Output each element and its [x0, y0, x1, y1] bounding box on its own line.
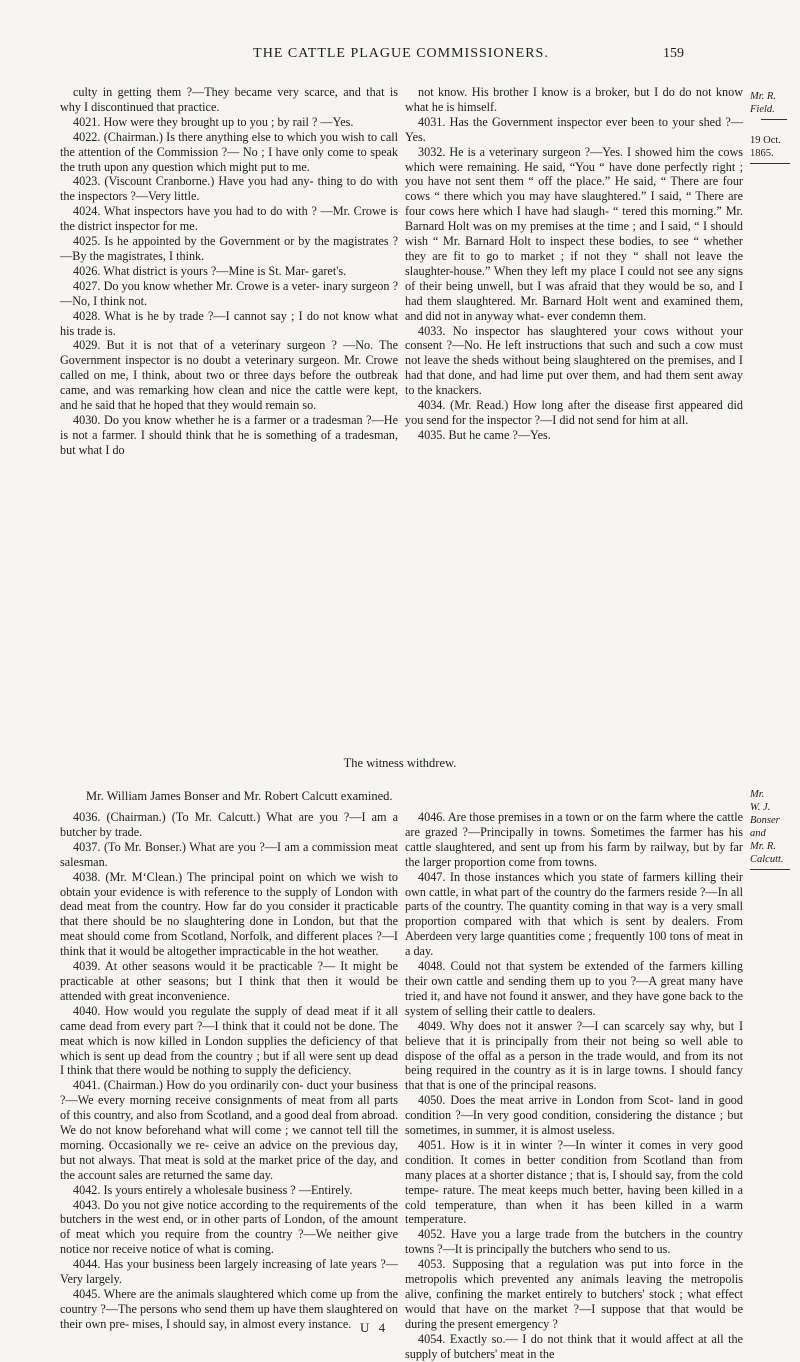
- margin-date: 19 Oct. 1865.: [750, 135, 781, 159]
- paragraph: 4023. (Viscount Cranborne.) Have you had any- thing to do with the inspectors ?—Very little.: [60, 174, 398, 204]
- paragraph: 4021. How were they brought up to you ; by rail ? —Yes.: [73, 114, 354, 129]
- paragraph: 4046. Are those premises in a town or on the farm where the cattle are grazed ?—Principally in towns. Sometimes the farmer has his cattle slaughtered, and sent up from his farm by railway, but by far the larger proportion come from towns.: [405, 810, 743, 869]
- paragraph: 4022. (Chairman.) Is there anything else to which you wish to call the attention of the Commission ?— No ; I have only come to speak the truth upon any question which might put to me.: [60, 129, 398, 174]
- page-header: [0, 40, 800, 70]
- paragraph: 4039. At other seasons would it be practicable ?— It might be practicable at other seasons; but I think that then it would be attended with great inconvenience.: [60, 959, 398, 1003]
- paragraph: 4045. Where are the animals slaughtered which come up from the country ?—The persons who send them up have them slaughtered on their own pre- mises, I should say, in almost every instance.: [60, 1287, 398, 1331]
- column-bottom-left: [60, 810, 398, 1332]
- paragraph: 4050. Does the meat arrive in London from Scot- land in good condition ?—In very good condition, considering the distance ; but sometimes, in summer, it is almost useless.: [405, 1093, 743, 1138]
- paragraph: 4034. (Mr. Read.) How long after the disease first appeared did you send for the inspector ?—I did not send for him at all.: [405, 398, 743, 427]
- paragraph: 4038. (Mr. M‘Clean.) The principal point on which we wish to obtain your evidence is with reference to the supply of London with dead meat from the country. How far do you consider it practicable that there should be no slaughtering done in London, but that the meat should come from Scotland, Norfolk, and different places ?—I think that it would be altogether impracticable in the hot weather.: [60, 869, 398, 959]
- paragraph: 4044. Has your business been largely increasing of late years ?—Very largely.: [60, 1257, 398, 1287]
- page-number: 159: [663, 46, 684, 61]
- examination-heading: Mr. William James Bonser and Mr. Robert Calcutt examined.: [86, 789, 393, 803]
- paragraph: 4031. Has the Government inspector ever been to your shed ?—Yes.: [405, 114, 743, 144]
- margin-and: and: [750, 828, 766, 839]
- paragraph: 4037. (To Mr. Bonser.) What are you ?—I am a commission meat salesman.: [60, 839, 398, 869]
- paragraph: 4048. Could not that system be extended of the farmers killing their own cattle and sending them up to you ?—A great many have tried it, and have not found it answer, and they have gone back to the system of selling their cattle to dealers.: [405, 959, 743, 1018]
- paragraph: 4026. What district is yours ?—Mine is St. Mar- garet's.: [73, 263, 347, 278]
- paragraph: 4042. Is yours entirely a wholesale business ? —Entirely.: [73, 1182, 353, 1197]
- margin-witness: Mr. R. Field.: [750, 91, 776, 115]
- paragraph: 4041. (Chairman.) How do you ordinarily con- duct your business ?—We every morning receive consignments of meat from all parts of this country, and also from Scotland, and a good deal from abroad. We do not know beforehand what will come ; we cannot tell till the morning. Occasionally we re- ceive an advice on the previous day, but not always. That meat is sold at the market price of the day, and the account sales are returned the same day.: [60, 1078, 398, 1182]
- paragraph: 4052. Have you a large trade from the butchers in the country towns ?—It is principally the butchers who send to us.: [405, 1227, 743, 1257]
- margin-rule: [750, 869, 790, 870]
- paragraph: not know. His brother I know is a broker, but I do do not know what he is himself.: [405, 85, 743, 114]
- paragraph: 4053. Supposing that a regulation was put into force in the metropolis which prevented any animals leaving the metropolis alive, confining the market entirely to butchers' stock ; what effect would that have on the market ?—I suppose that that would be during the present emergency ?: [405, 1257, 743, 1331]
- paragraph: 4049. Why does not it answer ?—I can scarcely say why, but I believe that it is principally from their not being so well able to dispose of the offal as a person in the trade would, and from its not being required in the country as it is in large towns. I should fancy that that is one of the principal reasons.: [405, 1018, 743, 1093]
- column-top-right: [405, 85, 743, 443]
- paragraph: 4025. Is he appointed by the Government or by the magistrates ?—By the magistrates, I think.: [60, 234, 398, 263]
- paragraph: 4035. But he came ?—Yes.: [418, 427, 551, 442]
- signature-mark: U 4: [360, 1320, 389, 1335]
- paragraph: 4054. Exactly so.— I do not think that it would affect at all the supply of butchers' meat in the: [405, 1331, 743, 1361]
- paragraph: 4028. What is he by trade ?—I cannot say ; I do not know what his trade is.: [60, 308, 398, 338]
- paragraph: 4036. (Chairman.) (To Mr. Calcutt.) What are you ?—I am a butcher by trade.: [60, 810, 398, 839]
- margin-witness: Mr. R. Calcutt.: [750, 841, 784, 865]
- paragraph: 4027. Do you know whether Mr. Crowe is a veter- inary surgeon ?—No, I think not.: [60, 278, 398, 308]
- paragraph: 4024. What inspectors have you had to do with ? —Mr. Crowe is the district inspector for me.: [60, 204, 398, 234]
- paragraph: 4051. How is it in winter ?—In winter it comes in very good condition. It comes in better condition from Scotland than from many places at a shorter distance ; that is, I should say, from the cold tempe- rature. The meat keeps much better, having been killed in a cold temperature, than when it has been killed in a warm temperature.: [405, 1137, 743, 1227]
- margin-rule: [750, 163, 790, 164]
- paragraph: culty in getting them ?—They became very scarce, and that is why I discontinued that practice.: [60, 85, 398, 114]
- paragraph: 4047. In those instances which you state of farmers killing their own cattle, in what part of the country do the farmers reside ?—In all parts of the country. The quantity coming in that way is a very small proportion compared with that which is sent by dealers. From Aberdeen very large quantities come ; frequently 100 tons of meat in a day.: [405, 869, 743, 959]
- margin-note-top: [750, 90, 798, 167]
- paragraph: 4043. Do you not give notice according to the requirements of the butchers in the west end, or in other parts of London, of the amount of meat which you require from the country ?—We neither give notice nor receive notice of what is coming.: [60, 1197, 398, 1257]
- paragraph: 4040. How would you regulate the supply of dead meat if it all came dead from every part ?—I think that it could not be done. The meat which is now killed in London supplies the deficiency of that which is sent up dead from the country ; but if all were sent up dead I think that there would be nothing to supply the deficiency.: [60, 1003, 398, 1078]
- margin-witness: Mr.: [750, 789, 765, 800]
- margin-note-bottom: [750, 788, 798, 873]
- paragraph: 4029. But it is not that of a veterinary surgeon ? —No. The Government inspector is no doubt a veterinary surgeon. Mr. Crowe called on me, I think, about two or three days before the outbreak came, and was remarking how clean and nice the cattle were kept, and he said that he hoped that they would remain so.: [60, 338, 398, 413]
- paragraph: 4033. No inspector has slaughtered your cows without your consent ?—No. He left instructions that such and such a cow must not leave the sheds without being slaughtered on the premises, and I had that done, and had lime put over them, and had them sent away to the knackers.: [405, 323, 743, 398]
- margin-rule: [761, 119, 787, 120]
- column-top-left: [60, 85, 398, 458]
- paragraph: 4030. Do you know whether he is a farmer or a tradesman ?—He is not a farmer. I should think that he is something of a tradesman, but what I do: [60, 412, 398, 457]
- margin-witness: W. J. Bonser: [750, 802, 780, 826]
- paragraph: 3032. He is a veterinary surgeon ?—Yes. I showed him the cows which were remaining. He said, “You “ have done perfectly right ; you have not sent them “ off the place.” He said, “ There are four cows “ there which you may have slaughtered.” I said, “ There are four cows here which I have had slaugh- “ tered this morning.” Mr. Barnard Holt was on my premises at the time ; and I said, “ I should wish “ Mr. Barnard Holt to inspect these bodies, to see “ whether they are fit to go to market ; if not they “ shall not leave the slaughter-house.” When they left my place I could not see any signs of their being unwell, but I was afraid that they would be so, and I had them slaughtered. Mr. Barnard Holt went and examined them, and did not in anyway what- ever condemn them.: [405, 144, 743, 323]
- running-head: THE CATTLE PLAGUE COMMISSIONERS.: [253, 46, 549, 61]
- witness-withdrew: The witness withdrew.: [343, 756, 457, 770]
- column-bottom-right: [405, 810, 743, 1362]
